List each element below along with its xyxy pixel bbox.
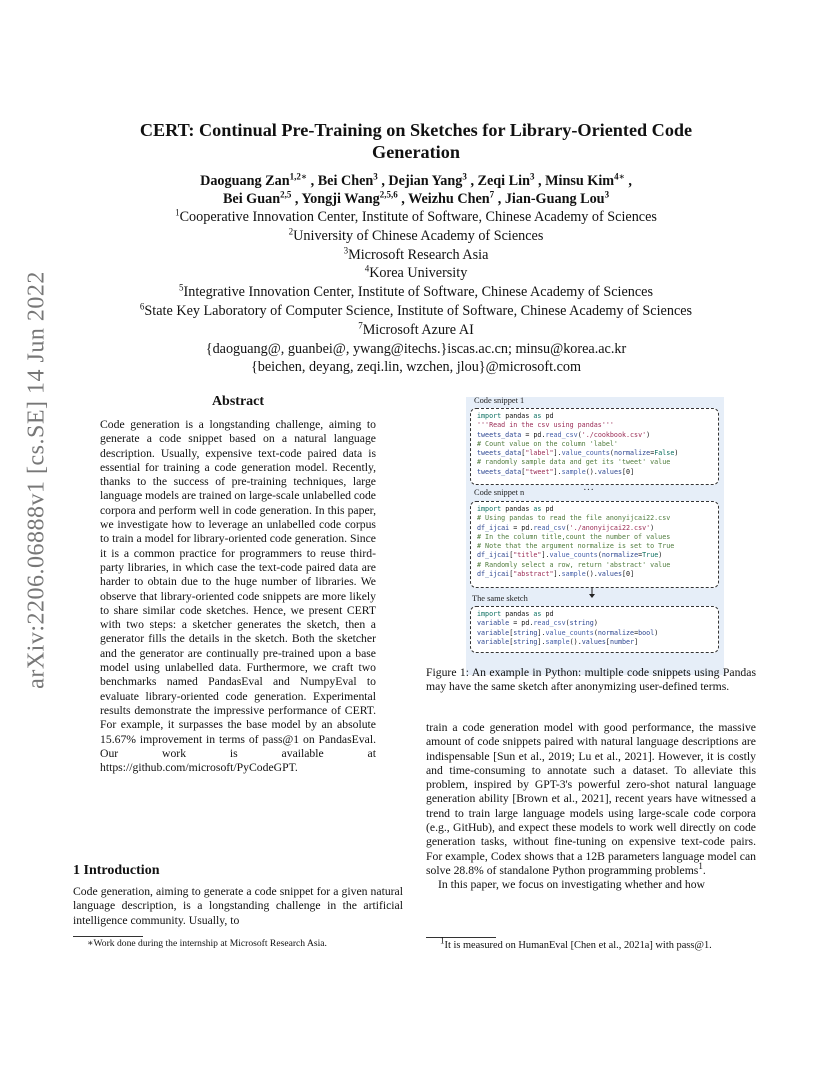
affil-text: Korea University — [369, 265, 468, 282]
author-list — [100, 172, 732, 208]
author-line: Daoguang Zan$^{1,2∗}$ , Bei Chen$^3$ , Dejian Yang$^3$ , Zeqi Lin$^3$ , Minsu Kim$^{4∗}$ , — [200, 171, 632, 189]
affiliation — [100, 227, 732, 246]
author-name: Zeqi Lin — [477, 173, 530, 189]
affil-marker: 1 — [175, 207, 180, 218]
code-line: '''Read in the csv using pandas''' — [477, 421, 614, 430]
code-line: # Randomly select a row, return 'abstract' value — [477, 560, 671, 569]
code-line: # Using pandas to read the file anonyijcai22.csv — [477, 514, 671, 523]
affiliation — [100, 283, 732, 302]
author-affil-marker: 1,2∗ — [289, 171, 308, 182]
affil-marker: 5 — [179, 282, 184, 293]
author-affil-marker: 2,5 — [280, 189, 292, 200]
author-affil-marker: 7 — [489, 189, 495, 200]
email-line: {beichen, deyang, zeqi.lin, wzchen, jlou}@microsoft.com — [250, 359, 582, 376]
author-affil-marker: 3 — [462, 171, 467, 182]
affil-text: State Key Laboratory of Computer Science, Institute of Software, Chinese Academy of Sciences — [144, 302, 693, 319]
figure-1 — [466, 397, 724, 675]
body-text-right — [426, 721, 756, 893]
affiliation — [100, 302, 732, 321]
author-line: Bei Guan$^{2,5}$ , Yongji Wang$^{2,5,6}$ , Weizhu Chen$^7$ , Jian-Guang Lou$^3$ — [222, 189, 610, 207]
author-name: Dejian Yang — [388, 173, 463, 189]
code-line: tweets_data["label"].value_counts(normalize=False) — [477, 449, 679, 458]
affil-text: Microsoft Research Asia — [348, 246, 489, 263]
author-affil-marker: 2,5,6 — [379, 189, 398, 200]
code-sketch — [470, 606, 719, 653]
affil-text: University of Chinese Academy of Sciences — [293, 227, 544, 244]
introduction-text: Code generation, aiming to generate a code snippet for a given natural language description, is a longstanding challenge in the artificial intelligence community. Usually, to — [73, 885, 403, 927]
affiliation — [100, 264, 732, 283]
affil-marker: 2 — [288, 226, 294, 237]
code-line: # Count value on the column 'label' — [477, 439, 618, 448]
footnote-right: $^1$It is measured on HumanEval [Chen et al., 2021a] with pass@1. — [440, 935, 712, 951]
arrow-down-icon — [586, 587, 598, 599]
footnote-rule-right — [426, 937, 496, 938]
author-name: Bei Guan — [222, 191, 281, 207]
figure-caption: Figure 1: An example in Python: multiple code snippets using Pandas may have the same sketch after anonymizing user-defined terms. — [426, 666, 756, 694]
code-line: variable[string].sample().values[number] — [477, 637, 639, 646]
affil-text: Integrative Innovation Center, Institute of Software, Chinese Academy of Sciences — [183, 284, 653, 301]
code-line: import pandas as pd — [477, 505, 554, 513]
affil-marker: 6 — [139, 301, 145, 312]
email-line: {daoguang@, guanbei@, ywang@itechs.}iscas.ac.cn; minsu@korea.ac.kr — [205, 340, 627, 357]
author-affil-marker: 3 — [529, 171, 535, 182]
introduction-heading: 1 Introduction — [73, 863, 160, 878]
code-line: import pandas as pd — [477, 412, 554, 420]
code-line: df_ijcai["title"].value_counts(normalize=True) — [477, 551, 663, 560]
code-snippet-1 — [470, 408, 719, 485]
author-name: Minsu Kim — [545, 173, 615, 189]
affil-text: Microsoft Azure AI — [362, 321, 474, 338]
affiliation — [100, 208, 732, 227]
abstract-text: Code generation is a longstanding challenge, aiming to generate a code snippet based on a natural language description. Usually, expensive text-code paired data is essential for training a code generation model. Recently, thanks to the success of pre-training techniques, large language models are trained on large-scale unlabelled code corpora and perform well in code generation. In this paper, we investigate how to leverage an unlabelled code corpus to train a model for library-oriented code generation. Since it is a common practice for programmers to reuse third-party libraries, in which case the text-code paired data are harder to obtain due to the huge number of libraries. We observe that library-oriented code snippets are more likely to share similar code sketches. Hence, we present CERT with two steps: a sketcher generates the sketch, then a generator fills the details in the sketch. Both the sketcher and the generator are continually pre-trained upon a base model using unlabelled data. Furthermore, we craft two benchmarks named PandasEval and NumpyEval to evaluate library-oriented code generation. Experimental results demonstrate the impressive performance of CERT. For example, it surpasses the base model by an absolute 15.67% improvement in terms of pass@1 on PandasEval. Our work is available at https://github.com/microsoft/PyCodeGPT. — [100, 418, 376, 775]
footnote-left: ∗Work done during the internship at Microsoft Research Asia. — [87, 938, 327, 949]
snippet-n-label: Code snippet n — [474, 488, 525, 497]
author-name: Weizhu Chen — [408, 191, 490, 207]
author-name: Bei Chen — [317, 173, 374, 189]
code-line: # In the column title,count the number of values — [477, 532, 671, 541]
paper-title: CERT: Continual Pre-Training on Sketches for Library-Oriented Code Generation — [139, 120, 693, 162]
code-line: tweets_data = pd.read_csv('./cookbook.csv') — [477, 430, 651, 439]
code-line: df_ijcai["abstract"].sample().values[0] — [477, 570, 635, 579]
author-affil-marker: 3 — [373, 171, 378, 182]
affil-text: Cooperative Innovation Center, Institute of Software, Chinese Academy of Sciences — [179, 209, 657, 225]
code-line: tweets_data["tweet"].sample().values[0] — [477, 467, 635, 476]
author-affil-marker: 3 — [604, 189, 610, 200]
author-name: Yongji Wang — [301, 191, 380, 207]
author-name: Daoguang Zan — [200, 173, 290, 189]
affil-marker: 3 — [343, 244, 349, 255]
affiliation — [100, 321, 732, 340]
abstract-heading: Abstract — [211, 394, 265, 409]
author-name: Jian-Guang Lou — [504, 191, 605, 207]
footnote-rule-left — [73, 936, 143, 937]
abstract-section — [73, 394, 403, 775]
author-affil-marker: 4∗ — [614, 171, 625, 182]
affiliation — [100, 246, 732, 265]
code-line: # Note that the argument normalize is set to True — [477, 542, 675, 551]
affil-marker: 7 — [358, 320, 363, 331]
code-line: df_ijcai = pd.read_csv('./anonyijcai22.csv') — [477, 523, 655, 532]
code-line: import pandas as pd — [477, 610, 554, 618]
paragraph: train a code generation model with good performance, the massive amount of code snippets paired with natural language descriptions are indispensable [Sun et al., 2019; Lu et al., 2021]. However, it is costly and time-consuming to annotate such a dataset. To alleviate this problem, inspired by GPT-3's powerful zero-shot natural language generation ability [Brown et al., 2021], recent years have witnessed a trend to train large language models using large-scale code corpora (e.g., GitHub), and expect these models to work well directly on code generation tasks, without fine-tuning on expensive text-code pairs. For example, Codex shows that a 12B parameters language model can solve 28.8% of standalone Python programming problems$^1$. — [426, 721, 756, 877]
code-line: variable = pd.read_csv(string) — [477, 619, 598, 628]
code-line: # randomly sample data and get its 'tweet' value — [477, 458, 671, 467]
code-line: variable[string].value_counts(normalize=bool) — [477, 628, 659, 637]
sketch-label: The same sketch — [472, 594, 528, 603]
arxiv-identifier: arXiv:2206.06888v1 [cs.SE] 14 Jun 2022 — [23, 271, 50, 689]
snippet-1-label: Code snippet 1 — [474, 396, 525, 405]
code-snippet-n — [470, 501, 719, 588]
affil-marker: 4 — [364, 263, 370, 274]
ellipsis: ··· — [583, 484, 594, 496]
affiliation-list — [100, 208, 732, 377]
paragraph: In this paper, we focus on investigating whether and how — [438, 878, 705, 892]
